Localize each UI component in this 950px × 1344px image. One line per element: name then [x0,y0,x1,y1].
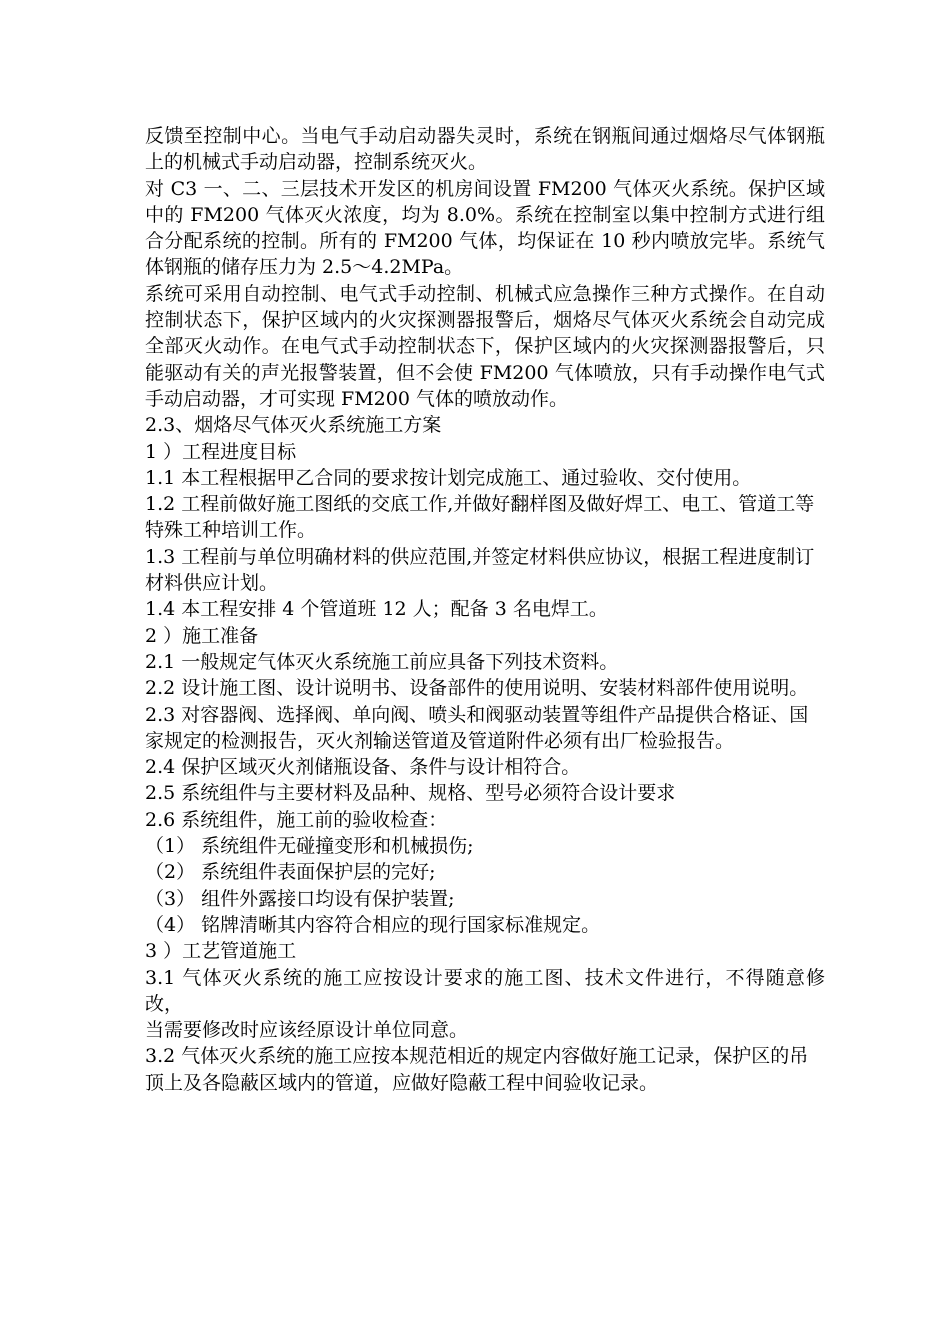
list-item: （1） 系统组件无碰撞变形和机械损伤; [145,835,474,858]
paragraph: 特殊工种培训工作。 [145,519,317,542]
paragraph: 3.2 气体灭火系统的施工应按本规范相近的规定内容做好施工记录，保护区的吊 [145,1045,809,1068]
paragraph: 系统可采用自动控制、电气式手动控制、机械式应急操作三种方式操作。在自动控制状态下，保护区域内的火灾探测器报警后，烟烙尽气体灭火系统会自动完成全部灭火动作。在电气式手动控制状态下，保护区域内的火灾探测器报警后，只能驱动有关的声光报警装置，但不会使 FM200 气体喷放，只有手动操作电气式手动启动器，才可实现 FM200 气体的喷放动作。 [145,282,825,410]
list-item: （4） 铭牌清晰其内容符合相应的现行国家标准规定。 [145,913,601,936]
list-item: （3） 组件外露接口均设有保护装置; [145,887,455,910]
paragraph: 顶上及各隐蔽区域内的管道，应做好隐蔽工程中间验收记录。 [145,1071,659,1094]
paragraph: 2.5 系统组件与主要材料及品种、规格、型号必须符合设计要求 [145,782,676,805]
list-item: （2） 系统组件表面保护层的完好; [145,861,436,884]
paragraph: 1.2 工程前做好施工图纸的交底工作,并做好翻样图及做好焊工、电工、管道工等 [145,493,815,516]
paragraph: 1.1 本工程根据甲乙合同的要求按计划完成施工、通过验收、交付使用。 [145,466,752,489]
paragraph: 2.6 系统组件，施工前的验收检查： [145,808,448,831]
paragraph: 2.4 保护区域灭火剂储瓶设备、条件与设计相符合。 [145,756,581,779]
paragraph: 2.1 一般规定气体灭火系统施工前应具备下列技术资料。 [145,650,619,673]
subsection-heading: 1 ）工程进度目标 [145,440,297,463]
subsection-heading: 3 ）工艺管道施工 [145,940,297,963]
paragraph: 1.4 本工程安排 4 个管道班 12 人；配备 3 名电焊工。 [145,598,608,621]
paragraph: 材料供应计划。 [145,572,279,595]
paragraph: 1.3 工程前与单位明确材料的供应范围,并签定材料供应协议，根据工程进度制订 [145,545,815,568]
paragraph: 对 C3 一、二、三层技术开发区的机房间设置 FM200 气体灭火系统。保护区域中的 FM200 气体灭火浓度，均为 8.0%。系统在控制室以集中控制方式进行组合分配系统的控制。所有的 FM200 气体，均保证在 10 秒内喷放完毕。系统气体钢瓶的储存压力为 2.5～4.2MPa。 [145,177,825,279]
subsection-heading: 2 ）施工准备 [145,624,259,647]
paragraph: 2.3 对容器阀、选择阀、单向阀、喷头和阀驱动装置等组件产品提供合格证、国 [145,703,809,726]
paragraph: 当需要修改时应该经原设计单位同意。 [145,1019,469,1042]
paragraph: 家规定的检测报告，灭火剂输送管道及管道附件必须有出厂检验报告。 [145,729,735,752]
section-heading: 2.3、烟烙尽气体灭火系统施工方案 [145,414,442,437]
paragraph: 2.2 设计施工图、设计说明书、设备部件的使用说明、安装材料部件使用说明。 [145,677,809,700]
paragraph: 3.1 气体灭火系统的施工应按设计要求的施工图、技术文件进行，不得随意修改， [145,966,825,1015]
paragraph: 反馈至控制中心。当电气手动启动器失灵时，系统在钢瓶间通过烟烙尽气体钢瓶上的机械式手动启动器，控制系统灭火。 [145,125,825,174]
document-body [145,123,825,1096]
